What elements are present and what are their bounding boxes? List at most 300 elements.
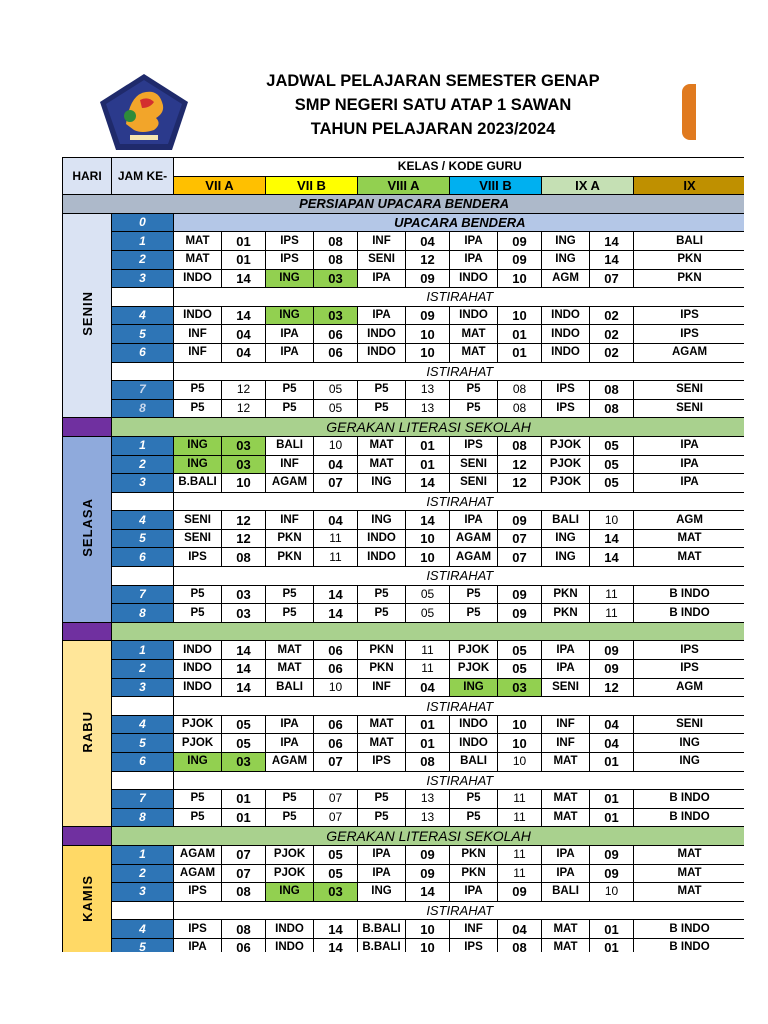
subject-cell: INDO <box>450 306 498 325</box>
schedule-row <box>63 864 745 883</box>
teacher-code-cell: 14 <box>406 474 450 493</box>
teacher-code-cell: 12 <box>498 455 542 474</box>
header-row <box>63 158 745 177</box>
schedule-row <box>63 567 745 586</box>
persiapan-row <box>63 195 745 214</box>
teacher-code-cell: 08 <box>498 399 542 418</box>
teacher-code-cell: 09 <box>406 864 450 883</box>
subject-cell: INF <box>174 325 222 344</box>
subject-cell: PJOK <box>450 660 498 679</box>
teacher-code-cell: 09 <box>406 845 450 864</box>
schedule-row <box>63 771 745 790</box>
schedule-row <box>63 232 745 251</box>
schedule-row <box>63 213 745 232</box>
subject-cell: P5 <box>358 604 406 623</box>
subject-cell: PKN <box>450 864 498 883</box>
teacher-code-cell: 14 <box>222 269 266 288</box>
teacher-code-cell: 01 <box>590 920 634 939</box>
day-label: SELASA <box>79 497 95 557</box>
teacher-code-cell: 08 <box>222 920 266 939</box>
day-band-row <box>63 418 745 437</box>
schedule-row <box>63 660 745 679</box>
subject-cell: ING <box>542 529 590 548</box>
teacher-code-cell: 08 <box>222 548 266 567</box>
subject-cell: INDO <box>450 715 498 734</box>
istirahat-cell: ISTIRAHAT <box>174 567 745 586</box>
teacher-code-cell: 01 <box>498 343 542 362</box>
teacher-code-cell: 01 <box>222 250 266 269</box>
title-line-1: JADWAL PELAJARAN SEMESTER GENAP <box>266 72 600 90</box>
teacher-code-cell: 01 <box>406 455 450 474</box>
teacher-code-cell: 07 <box>314 808 358 827</box>
subject-cell: B INDO <box>634 920 745 939</box>
teacher-code-cell: 10 <box>314 436 358 455</box>
band-left-cell <box>63 622 112 641</box>
subject-cell: IPS <box>174 883 222 902</box>
schedule-row <box>63 938 745 952</box>
subject-cell: INF <box>358 678 406 697</box>
schedule-row <box>63 343 745 362</box>
subject-cell: MAT <box>634 883 745 902</box>
teacher-code-cell: 10 <box>498 753 542 772</box>
subject-cell: P5 <box>450 381 498 400</box>
subject-cell: INDO <box>266 920 314 939</box>
subject-cell: P5 <box>266 381 314 400</box>
subject-cell: ING <box>542 232 590 251</box>
schedule-row <box>63 808 745 827</box>
teacher-code-cell: 02 <box>590 325 634 344</box>
teacher-code-cell: 05 <box>498 641 542 660</box>
teacher-code-cell: 04 <box>406 678 450 697</box>
jam-cell: 7 <box>112 585 174 604</box>
class-header: VIII A <box>358 176 450 195</box>
class-header: VII A <box>174 176 266 195</box>
subject-cell: AGM <box>634 678 745 697</box>
subject-cell: P5 <box>174 790 222 809</box>
subject-cell: P5 <box>358 790 406 809</box>
day-label: SENIN <box>79 290 95 336</box>
schedule-row <box>63 641 745 660</box>
subject-cell: BALI <box>266 436 314 455</box>
jam-cell-empty <box>112 288 174 307</box>
subject-cell: PKN <box>266 529 314 548</box>
subject-cell: IPA <box>266 715 314 734</box>
subject-cell: INF <box>358 232 406 251</box>
jam-cell: 0 <box>112 213 174 232</box>
subject-cell: IPA <box>542 864 590 883</box>
subject-cell: MAT <box>266 641 314 660</box>
subject-cell: B INDO <box>634 585 745 604</box>
subject-cell: IPA <box>450 250 498 269</box>
teacher-code-cell: 03 <box>222 585 266 604</box>
teacher-code-cell: 10 <box>498 306 542 325</box>
teacher-code-cell: 06 <box>314 641 358 660</box>
jam-cell: 2 <box>112 455 174 474</box>
schedule-table <box>62 157 744 952</box>
subject-cell: AGAM <box>634 343 745 362</box>
teacher-code-cell: 11 <box>590 585 634 604</box>
teacher-code-cell: 10 <box>498 715 542 734</box>
subject-cell: IPA <box>634 474 745 493</box>
jam-cell-empty <box>112 697 174 716</box>
subject-cell: BALI <box>450 753 498 772</box>
jam-cell: 1 <box>112 232 174 251</box>
teacher-code-cell: 09 <box>590 845 634 864</box>
teacher-code-cell: 01 <box>222 790 266 809</box>
teacher-code-cell: 08 <box>498 938 542 952</box>
teacher-code-cell: 09 <box>590 641 634 660</box>
teacher-code-cell: 13 <box>406 381 450 400</box>
subject-cell: IPA <box>358 845 406 864</box>
teacher-code-cell: 03 <box>498 678 542 697</box>
subject-cell: MAT <box>450 325 498 344</box>
subject-cell: PJOK <box>542 474 590 493</box>
teacher-code-cell: 04 <box>590 734 634 753</box>
teacher-code-cell: 01 <box>498 325 542 344</box>
subject-cell: ING <box>450 678 498 697</box>
subject-cell: INDO <box>174 678 222 697</box>
subject-cell: AGM <box>542 269 590 288</box>
subject-cell: IPS <box>634 641 745 660</box>
subject-cell: SENI <box>450 455 498 474</box>
teacher-code-cell: 08 <box>222 883 266 902</box>
teacher-code-cell: 06 <box>314 325 358 344</box>
teacher-code-cell: 12 <box>222 511 266 530</box>
subject-cell: MAT <box>542 753 590 772</box>
subject-cell: P5 <box>266 604 314 623</box>
class-header: IX <box>634 176 745 195</box>
teacher-code-cell: 07 <box>222 845 266 864</box>
subject-cell: INF <box>266 511 314 530</box>
teacher-code-cell: 10 <box>406 529 450 548</box>
subject-cell: B INDO <box>634 808 745 827</box>
subject-cell: SENI <box>634 381 745 400</box>
subject-cell: P5 <box>266 585 314 604</box>
jam-cell: 5 <box>112 325 174 344</box>
subject-cell: IPA <box>634 436 745 455</box>
band-cell <box>112 622 745 641</box>
teacher-code-cell: 14 <box>406 511 450 530</box>
subject-cell: MAT <box>542 808 590 827</box>
subject-cell: PKN <box>542 604 590 623</box>
teacher-code-cell: 06 <box>314 734 358 753</box>
teacher-code-cell: 05 <box>406 585 450 604</box>
subject-cell: P5 <box>450 604 498 623</box>
subject-cell: AGAM <box>174 864 222 883</box>
schedule-row <box>63 436 745 455</box>
teacher-code-cell: 09 <box>498 232 542 251</box>
teacher-code-cell: 07 <box>590 269 634 288</box>
teacher-code-cell: 10 <box>222 474 266 493</box>
teacher-code-cell: 10 <box>406 343 450 362</box>
jam-cell: 7 <box>112 381 174 400</box>
subject-cell: INF <box>542 734 590 753</box>
band-cell: GERAKAN LITERASI SEKOLAH <box>112 418 745 437</box>
jam-cell: 3 <box>112 269 174 288</box>
subject-cell: P5 <box>174 381 222 400</box>
subject-cell: IPA <box>542 845 590 864</box>
teacher-code-cell: 14 <box>222 660 266 679</box>
subject-cell: B.BALI <box>358 938 406 952</box>
subject-cell: SENI <box>358 250 406 269</box>
schedule-row <box>63 604 745 623</box>
schedule-row <box>63 790 745 809</box>
schedule-row <box>63 492 745 511</box>
subject-cell: SENI <box>450 474 498 493</box>
teacher-code-cell: 07 <box>314 474 358 493</box>
subject-cell: PJOK <box>174 715 222 734</box>
teacher-code-cell: 11 <box>590 604 634 623</box>
teacher-code-cell: 10 <box>406 920 450 939</box>
teacher-code-cell: 03 <box>222 455 266 474</box>
subject-cell: IPS <box>358 753 406 772</box>
schedule-row <box>63 306 745 325</box>
jam-cell: 3 <box>112 678 174 697</box>
day-cell-senin <box>63 213 112 418</box>
subject-cell: MAT <box>358 734 406 753</box>
jam-cell-empty <box>112 567 174 586</box>
jam-cell: 2 <box>112 660 174 679</box>
subject-cell: SENI <box>634 715 745 734</box>
teacher-code-cell: 14 <box>590 548 634 567</box>
subject-cell: INDO <box>542 325 590 344</box>
teacher-code-cell: 05 <box>314 845 358 864</box>
teacher-code-cell: 14 <box>314 920 358 939</box>
teacher-code-cell: 13 <box>406 808 450 827</box>
subject-cell: ING <box>174 455 222 474</box>
teacher-code-cell: 14 <box>222 641 266 660</box>
teacher-code-cell: 12 <box>590 678 634 697</box>
subject-cell: P5 <box>174 399 222 418</box>
teacher-code-cell: 01 <box>222 808 266 827</box>
teacher-code-cell: 12 <box>498 474 542 493</box>
schedule-table-wrapper <box>62 157 744 952</box>
subject-cell: PJOK <box>542 455 590 474</box>
jam-cell: 8 <box>112 808 174 827</box>
istirahat-cell: ISTIRAHAT <box>174 901 745 920</box>
schedule-row <box>63 362 745 381</box>
teacher-code-cell: 07 <box>222 864 266 883</box>
subject-cell: P5 <box>266 790 314 809</box>
day-cell-selasa <box>63 436 112 622</box>
subject-cell: ING <box>174 436 222 455</box>
subject-cell: MAT <box>450 343 498 362</box>
hari-header: HARI <box>63 158 112 195</box>
teacher-code-cell: 11 <box>314 529 358 548</box>
subject-cell: IPS <box>542 381 590 400</box>
subject-cell: MAT <box>542 790 590 809</box>
teacher-code-cell: 10 <box>314 678 358 697</box>
band-left-cell <box>63 418 112 437</box>
subject-cell: BALI <box>266 678 314 697</box>
teacher-code-cell: 01 <box>590 790 634 809</box>
teacher-code-cell: 01 <box>222 232 266 251</box>
subject-cell: SENI <box>174 529 222 548</box>
teacher-code-cell: 03 <box>222 604 266 623</box>
subject-cell: MAT <box>634 845 745 864</box>
jam-cell: 6 <box>112 753 174 772</box>
teacher-code-cell: 09 <box>406 306 450 325</box>
subject-cell: ING <box>542 250 590 269</box>
teacher-code-cell: 02 <box>590 343 634 362</box>
subject-cell: IPS <box>266 250 314 269</box>
subject-cell: MAT <box>634 864 745 883</box>
subject-cell: INDO <box>450 269 498 288</box>
subject-cell: PJOK <box>174 734 222 753</box>
teacher-code-cell: 04 <box>222 325 266 344</box>
teacher-code-cell: 08 <box>314 250 358 269</box>
jam-cell: 7 <box>112 790 174 809</box>
subject-cell: INDO <box>358 548 406 567</box>
teacher-code-cell: 04 <box>498 920 542 939</box>
class-header: VIII B <box>450 176 542 195</box>
schedule-row <box>63 325 745 344</box>
day-cell-kamis <box>63 845 112 952</box>
subject-cell: MAT <box>174 250 222 269</box>
emblem-right-edge-icon <box>682 84 696 140</box>
teacher-code-cell: 02 <box>590 306 634 325</box>
subject-cell: IPA <box>358 306 406 325</box>
subject-cell: IPA <box>634 455 745 474</box>
subject-cell: INDO <box>174 660 222 679</box>
subject-cell: P5 <box>450 808 498 827</box>
subject-cell: INDO <box>174 269 222 288</box>
day-cell-rabu <box>63 641 112 827</box>
schedule-row <box>63 548 745 567</box>
teacher-code-cell: 14 <box>590 250 634 269</box>
schedule-row <box>63 381 745 400</box>
teacher-code-cell: 05 <box>222 734 266 753</box>
subject-cell: AGAM <box>174 845 222 864</box>
teacher-code-cell: 01 <box>590 938 634 952</box>
teacher-code-cell: 14 <box>222 306 266 325</box>
subject-cell: PKN <box>266 548 314 567</box>
teacher-code-cell: 06 <box>314 343 358 362</box>
subject-cell: AGAM <box>266 753 314 772</box>
subject-cell: IPA <box>450 232 498 251</box>
persiapan-band: PERSIAPAN UPACARA BENDERA <box>63 195 745 214</box>
teacher-code-cell: 05 <box>314 399 358 418</box>
subject-cell: P5 <box>174 585 222 604</box>
teacher-code-cell: 11 <box>498 790 542 809</box>
teacher-code-cell: 12 <box>222 529 266 548</box>
schedule-row <box>63 511 745 530</box>
subject-cell: AGAM <box>450 548 498 567</box>
teacher-code-cell: 09 <box>590 864 634 883</box>
subject-cell: BALI <box>542 883 590 902</box>
jam-cell: 1 <box>112 845 174 864</box>
subject-cell: MAT <box>634 529 745 548</box>
subject-cell: B INDO <box>634 790 745 809</box>
subject-cell: PJOK <box>266 864 314 883</box>
subject-cell: ING <box>542 548 590 567</box>
teacher-code-cell: 08 <box>498 381 542 400</box>
subject-cell: ING <box>174 753 222 772</box>
subject-cell: MAT <box>358 715 406 734</box>
subject-cell: P5 <box>266 399 314 418</box>
subject-cell: INF <box>450 920 498 939</box>
band-cell: GERAKAN LITERASI SEKOLAH <box>112 827 745 846</box>
teacher-code-cell: 14 <box>406 883 450 902</box>
subject-cell: IPS <box>266 232 314 251</box>
teacher-code-cell: 01 <box>406 436 450 455</box>
teacher-code-cell: 08 <box>590 399 634 418</box>
teacher-code-cell: 10 <box>406 325 450 344</box>
schedule-row <box>63 585 745 604</box>
subject-cell: B.BALI <box>174 474 222 493</box>
subject-cell: P5 <box>358 381 406 400</box>
teacher-code-cell: 10 <box>406 938 450 952</box>
teacher-code-cell: 07 <box>314 790 358 809</box>
class-header: VII B <box>266 176 358 195</box>
subject-cell: INDO <box>450 734 498 753</box>
subject-cell: IPA <box>174 938 222 952</box>
teacher-code-cell: 11 <box>406 641 450 660</box>
schedule-row <box>63 474 745 493</box>
subject-cell: INF <box>266 455 314 474</box>
teacher-code-cell: 11 <box>498 845 542 864</box>
teacher-code-cell: 10 <box>498 269 542 288</box>
teacher-code-cell: 12 <box>222 381 266 400</box>
subject-cell: INDO <box>358 343 406 362</box>
jam-cell: 3 <box>112 883 174 902</box>
schedule-row <box>63 399 745 418</box>
teacher-code-cell: 14 <box>314 585 358 604</box>
subject-cell: IPS <box>174 548 222 567</box>
teacher-code-cell: 09 <box>406 269 450 288</box>
schedule-row <box>63 697 745 716</box>
jam-cell: 5 <box>112 938 174 952</box>
title-line-3: TAHUN PELAJARAN 2023/2024 <box>310 120 556 138</box>
teacher-code-cell: 10 <box>406 548 450 567</box>
subject-cell: ING <box>634 734 745 753</box>
teacher-code-cell: 08 <box>590 381 634 400</box>
subject-cell: MAT <box>266 660 314 679</box>
jam-cell: 2 <box>112 864 174 883</box>
istirahat-cell: ISTIRAHAT <box>174 771 745 790</box>
jam-cell: 2 <box>112 250 174 269</box>
subject-cell: INDO <box>174 641 222 660</box>
subject-cell: INDO <box>266 938 314 952</box>
subject-cell: IPA <box>358 864 406 883</box>
subject-cell: IPS <box>634 660 745 679</box>
subject-cell: INDO <box>358 325 406 344</box>
subject-cell: AGAM <box>266 474 314 493</box>
teacher-code-cell: 04 <box>406 232 450 251</box>
teacher-code-cell: 03 <box>314 883 358 902</box>
teacher-code-cell: 03 <box>314 269 358 288</box>
teacher-code-cell: 11 <box>498 808 542 827</box>
schedule-row <box>63 529 745 548</box>
schedule-row <box>63 250 745 269</box>
jam-cell: 1 <box>112 641 174 660</box>
day-band-row <box>63 622 745 641</box>
jam-cell: 8 <box>112 604 174 623</box>
jam-cell: 8 <box>112 399 174 418</box>
teacher-code-cell: 11 <box>314 548 358 567</box>
schedule-row <box>63 845 745 864</box>
subject-cell: INF <box>174 343 222 362</box>
subject-cell: P5 <box>358 808 406 827</box>
subject-cell: PKN <box>542 585 590 604</box>
teacher-code-cell: 11 <box>498 864 542 883</box>
teacher-code-cell: 14 <box>314 938 358 952</box>
teacher-code-cell: 07 <box>314 753 358 772</box>
teacher-code-cell: 09 <box>498 511 542 530</box>
teacher-code-cell: 13 <box>406 790 450 809</box>
subject-cell: INDO <box>174 306 222 325</box>
subject-cell: PKN <box>634 250 745 269</box>
